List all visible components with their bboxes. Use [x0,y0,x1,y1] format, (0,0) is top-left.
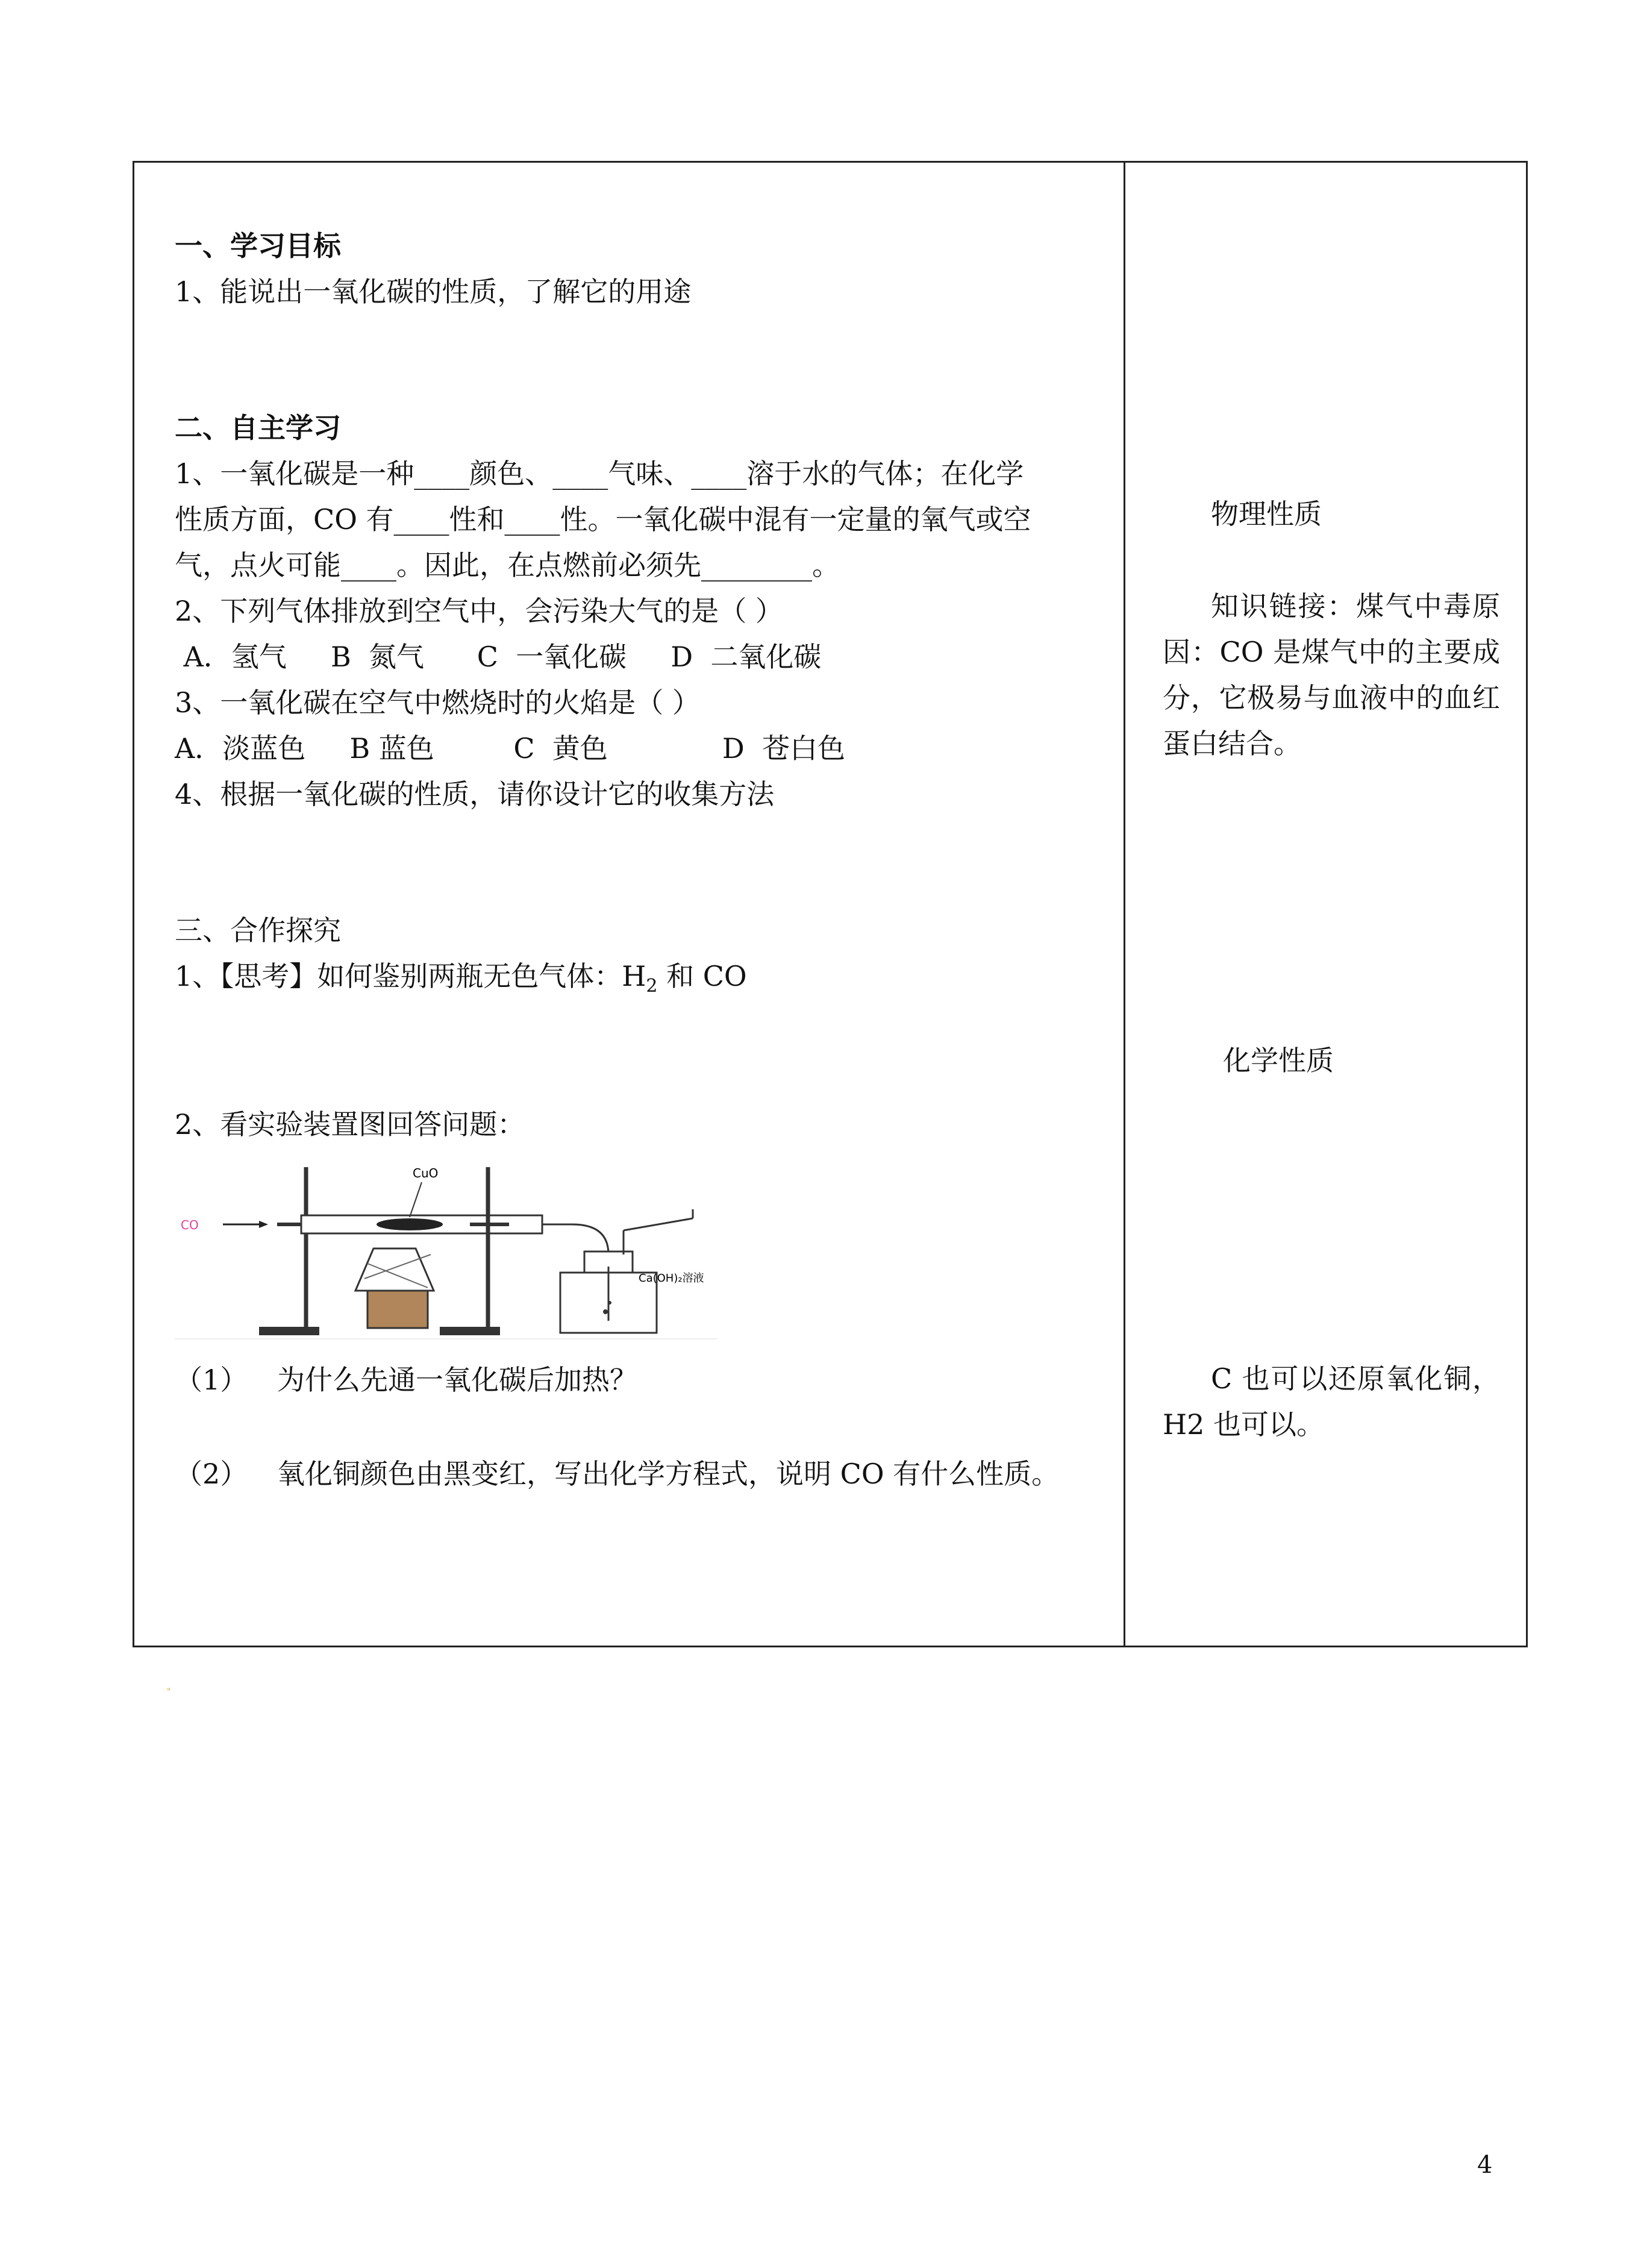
sub-question-2: （2） 氧化铜颜色由黑变红，写出化学方程式，说明 CO 有什么性质。 [175,1458,1060,1490]
decorative-mark: " [167,1687,171,1697]
section-title-self-study: 二、自主学习 [175,412,341,444]
experiment-apparatus-figure [175,1158,717,1345]
q3-text: 3、一氧化碳在空气中燃烧时的火焰是（ ） [175,686,700,719]
q1-line-3: 气，点火可能____。因此，在点燃前必须先________。 [175,549,840,581]
label-solution: Ca(OH)₂溶液 [639,1272,704,1285]
sidebar-chemical: 化学性质 [1223,1044,1334,1077]
q2-text: 2、下列气体排放到空气中，会污染大气的是（ ） [175,595,783,627]
q1-line-1: 1、一氧化碳是一种____颜色、____气味、____溶于水的气体；在化学 [175,457,1024,490]
label-co: CO [181,1218,199,1232]
sidebar-physical: 物理性质 [1211,498,1322,530]
q1-line-2: 性质方面，CO 有____性和____性。一氧化碳中混有一定量的氧气或空 [175,503,1031,536]
apparatus-question: 2、看实验装置图回答问题： [175,1108,525,1141]
q4-text: 4、根据一氧化碳的性质，请你设计它的收集方法 [175,778,775,810]
page-number: 4 [1477,2151,1493,2179]
section-title-cooperation: 三、合作探究 [175,914,341,947]
think-question: 1、【思考】如何鉴别两瓶无色气体：$H_2$ 和 CO [175,960,747,997]
main-column [175,223,1114,1497]
q3-options: A．淡蓝色 B 蓝色 C 黄色 D 苍白色 [175,732,846,765]
sidebar-note: C 也可以还原氧化铜，H2 也可以。 [1163,1362,1500,1441]
sidebar-knowledge-link: 知识链接：煤气中毒原因：CO 是煤气中的主要成分，它极易与血液中的血红蛋白结合。 [1163,590,1500,760]
goal-item-1: 1、能说出一氧化碳的性质，了解它的用途 [175,275,692,308]
q2-options: A．氢气 B 氮气 C 一氧化碳 D 二氧化碳 [175,641,822,673]
sub-question-1: （1） 为什么先通一氧化碳后加热？ [175,1364,637,1396]
section-title-goals: 一、学习目标 [175,230,341,262]
label-cuo: CuO [413,1166,439,1180]
column-divider [1124,161,1125,1647]
